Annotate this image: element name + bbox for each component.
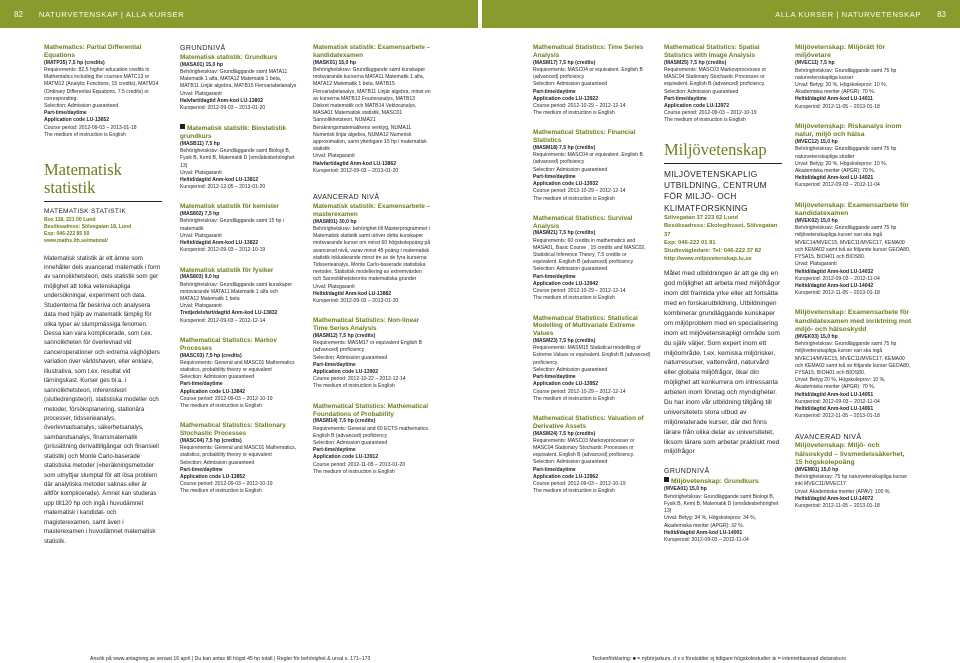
course-block	[795, 442, 913, 510]
course-application-code: Heltid/dagtid Anm-kod LU-14042	[795, 282, 874, 289]
course-code: (MVEA01) 15,0 hp	[664, 486, 707, 493]
course-block	[795, 202, 913, 298]
course-block	[664, 477, 782, 544]
course-period: Kursperiod: 2012-09-03 – 2012-12-14	[180, 317, 266, 324]
course-application-code: Application code LU-13952	[533, 381, 599, 388]
course-period: Course period: 2012-10-22 – 2012-12-14	[313, 376, 406, 383]
course-selection: Selection: Admission guaranteed	[44, 102, 119, 109]
column-4	[533, 44, 651, 496]
course-title: Mathematical Statistics: Financial Statistics	[533, 129, 636, 145]
left-page-header	[0, 0, 478, 28]
course-selection: Selection: Admission guaranteed	[180, 374, 255, 381]
department-intro: Matematisk statistik är ett ämne som innehåller dels avancerad matematik i form av sannolikhetsteori, dels statistik som ger möjlighet att tolka vetenskapliga undersökningar, experiment och data. Studenterna får beskriva och analysera data med hjälp av matematik lämplig för olika typer av slumpmässiga fenomen. Dessa kan vara komplicerade, som t.ex. sannolikheten för överlevnad vid canceroperationer och extrema väghöjders variation över världshaven, eller enklare, illustrativa, som t.ex. resultat vid tärningskast. Kurser ges bl.a. i sannolikhetsteori, inferensteori (slutledningsteori), statistiska modeller och metoder, försöksplanering, stationära processer, tidsserieanalys, överlevnadsanalys, säkerhetsanalys, sambandsanalys, finansmatematik (prissättning derivattillgångar och finansiell statistik) och Monte Carlo-baserade statistiska metoder (»beräkningsmetoder som utnyttjar slumptal för att lösa problem där analytiska metoder saknas eller är alltför komplicerade). Ämnet kan studeras upp till120 hp och ingå i huvudämnet matematisk i kandidat- och magisterexamen, samt även i masterexamen i huvudämnet matematisk statistik.	[44, 254, 161, 545]
course-application-code: Heltid/dagtid Anm-kod LU-13822	[180, 240, 259, 247]
course-selection: Urval: Platsgaranti	[313, 153, 355, 160]
course-application-code: Application code LU-13852	[180, 474, 246, 480]
course-selection: Selection: Admission guaranteed	[533, 81, 608, 88]
course-selection: Urval: Akademiska meriter (APAV): 100 %.	[795, 488, 891, 495]
course-code: (MAS802) 7,5 hp	[180, 211, 220, 218]
department-title: Miljövetenskap	[664, 139, 767, 159]
course-requirements: Behörighetskrav: Grundläggande samt 75 hp miljövetenskapliga kurser vari ska ingå MVEC14/MVEC15, MVEC11/MVEC17, KEMA00 och KEMA02 samt två av följande kurser GEOA80, FYSA15, BIOH01 och BIOS80.	[795, 225, 911, 261]
course-block	[533, 215, 651, 303]
course-period: Course period: 2012-11-05 – 2013-01-20	[313, 461, 406, 468]
course-title: Mathematical Statistics: Markov Processes	[180, 336, 277, 352]
course-requirements: Requirements: General and MASC01 Mathematics statistics, probability theory or equivalent	[180, 359, 295, 373]
course-requirements: Requirements: 82.5 higher education credits in Mathematics including the courses MATC13 or MATM12 (Analytic Functions, 15 credits), MATM14 (Ordinary Differential Equations, 7.5 credits) or corresponding.	[44, 66, 159, 102]
course-block	[533, 44, 651, 117]
course-pace: Part-time/daytime	[44, 110, 87, 117]
course-title: Miljövetenskap: Miljörätt för miljövetare	[795, 44, 886, 60]
course-title: Mathematical Statistics: Valuation of Derivative Assets	[533, 414, 644, 430]
course-selection: Selection: Admission guaranteed	[664, 88, 739, 95]
course-requirements: Requirements: MASM17 or equivalent English B (advanced) proficiency	[313, 340, 423, 354]
course-requirements: Requirements: MASM15 Statistical modelling of Extreme Values or equivalent. English B (advanced) proficiency	[533, 345, 651, 366]
course-title: Matematisk statistik: Biostatistik grundkurs	[180, 125, 287, 141]
course-application-code: Heltid/dagtid Anm-kod LU-13812	[180, 177, 259, 183]
course-selection: Urval: Betyg 20 %, Högskoleprov: 10 %, Akademiska meriter (APGR): 70 %.	[795, 377, 886, 391]
course-period: Kursperiod: 2012-11-05 – 2013-01-18	[795, 103, 880, 110]
left-running-title: NATURVETENSKAP | ALLA KURSER	[38, 9, 185, 19]
course-selection: Urval: Platsgaranti	[180, 90, 222, 97]
course-title: Mathematical Statistics: Time Series Analysis	[533, 44, 644, 59]
right-page-number: 83	[937, 9, 946, 19]
course-requirements: Behörighetskrav: Grundläggande samt Biologi B, Fysik B, Kemi B, Matematik D (områdesbehörighet 13)	[664, 493, 779, 515]
course-application-code: Heltid/dagtid Anm-kod LU-13882	[313, 290, 392, 297]
course-language: The medium of instruction is English	[664, 117, 746, 124]
course-code: (MVEC11) 7,5 hp	[795, 60, 835, 67]
course-code: (MASB11) 7,5 hp	[180, 140, 220, 147]
beginner-course-icon	[180, 124, 185, 129]
visit-address: Besöksadress: Ekologihuset, Sölvegatan 37	[664, 223, 778, 238]
course-period: Kursperiod: 2012-09-03 – 2012-11-04	[795, 398, 880, 405]
course-block	[313, 203, 431, 305]
website-link[interactable]: http://www.miljovetenskap.lu.se	[664, 256, 752, 263]
course-title: Matematisk statistik: Examensarbete – masterexamen	[313, 203, 431, 218]
course-period: Kursperiod: 2012-09-03 – 2012-11-04	[795, 182, 880, 189]
course-requirements: Behörighetskrav: Grundläggande samt 15 hp i matematik	[180, 218, 284, 232]
course-title: Mathematical Statistics: Survival Analysis	[533, 214, 633, 230]
course-code: (MASM12) 7,5 hp (credits)	[313, 332, 376, 339]
title-rule	[664, 163, 782, 164]
course-period: Course period: 2012-09-03 – 2013-01-18	[44, 124, 137, 131]
course-period: Kursperiod: 2012-11-05 – 2013-01-18	[795, 413, 880, 420]
course-code: (MVEM01) 15,0 hp	[795, 466, 839, 473]
course-requirements: Requirements: MASC04 or equivalent. English B (advanced) proficiency	[533, 152, 643, 166]
level-heading: AVANCERAD NIVÅ	[795, 433, 862, 441]
course-requirements: Behörighetskrav: Grundläggande samt 75 hp naturvetenskapliga studier	[795, 146, 897, 160]
course-pace: Part-time/daytime	[180, 466, 223, 473]
phone: Exp: 046-222 85 50	[44, 231, 90, 238]
course-code: (MASM21) 7,5 hp (credits)	[533, 230, 596, 237]
course-requirements: Behörighetskrav: Grundläggande samt Biologi B, Fysik B, Kemi B, Matematik D (områdesbehörighet 13)	[180, 148, 295, 169]
course-code: (MASC04) 7,5 hp (credits)	[180, 437, 242, 444]
course-block	[180, 124, 298, 191]
course-pace: Part-time/daytime	[313, 361, 356, 368]
course-pace: Part-time/daytime	[533, 273, 576, 280]
course-requirements: Requirements: General and MASC01 Mathematics, statistics, probability theory or equivalent	[180, 445, 297, 459]
course-application-code: Halvfart/dagtid Anm-kod LU-13802	[180, 97, 264, 104]
column-2	[180, 44, 298, 496]
course-requirements: Requirements: 60 credits in mathematics and MASA01, Basic Course , 15 credits and MASC02, Statistical Inference Theory, 7.5 credits or equivalent. English B (advanced) proficiency	[533, 237, 646, 266]
course-selection: Selection: Admission guaranteed	[533, 366, 608, 373]
course-block	[44, 44, 162, 139]
course-selection: Urval: Platsgaranti	[313, 283, 355, 290]
beginner-course-icon	[664, 477, 669, 482]
level-heading: AVANCERAD NIVÅ	[313, 194, 380, 202]
course-pace: Part-time/daytime	[533, 173, 576, 180]
course-selection: Urval: Platsgaranti	[795, 261, 837, 268]
course-requirements: Requirements: MASC03 Markovprocesser or MASC04 Stationary Stochastic Processes or equivalent. English B (advanced) proficiency.	[533, 437, 635, 459]
course-application-code: Heltid/dagtid Anm-kod LU-14061	[795, 406, 874, 413]
course-title: Mathematical Statistics: Spatial Statistics with Image Analysis	[664, 44, 760, 59]
course-selection: Selection: Admission guaranteed	[533, 459, 608, 466]
column-3	[313, 44, 431, 476]
course-period: Kursperiod: 2012-09-03 – 2013-01-20	[313, 167, 399, 174]
course-language: The medium of instruction is English	[180, 403, 262, 410]
course-selection: Urval: Platsgaranti	[180, 232, 222, 239]
course-selection: Urval: Platsgaranti	[180, 169, 222, 176]
course-pace: Part-time/daytime	[180, 381, 223, 388]
course-application-code: Application code LU-13652	[44, 117, 110, 124]
course-pace: Part-time/daytime	[533, 374, 576, 381]
course-period: Kursperiod: 2012-12-05 – 2013-01-20	[180, 184, 266, 191]
course-selection: Urval: Betyg: 20 %, Högskoleprov: 10 %, Akademiska meriter (APGR): 70 %.	[795, 160, 888, 175]
department-title: Matematisk statistik	[44, 160, 122, 198]
course-application-code: Application code LU-13902	[313, 369, 379, 376]
course-title: Miljövetenskap: Riskanalys inom natur, miljö och hälsa	[795, 122, 902, 138]
course-block	[795, 309, 913, 420]
course-language: The medium of instruction is English	[180, 488, 262, 495]
course-application-code: Heltid/dagtid Anm-kod LU-14021	[795, 175, 874, 182]
column-5	[664, 44, 782, 544]
course-application-code: Application code LU-13972	[664, 102, 730, 109]
website-link[interactable]: www.maths.lth.se/matstat/	[44, 238, 108, 245]
course-title: Matematisk statistik: Grundkurs	[180, 53, 278, 61]
course-period: Kursperiod: 2012-09-03 – 2013-01-20	[313, 298, 399, 305]
course-code: (MAS803) 9,0 hp	[180, 274, 220, 281]
course-language: The medium of instruction is English	[533, 295, 615, 302]
course-application-code: Application code LU-13962	[533, 473, 599, 480]
course-application-code: Application code LU-13842	[180, 388, 246, 395]
course-period: Course period: 2012-10-29 – 2012-12-14	[533, 188, 626, 195]
course-selection: Selection: Admission guaranteed	[533, 166, 608, 173]
address-line: Sölvegatan 37 223 62 Lund	[664, 215, 739, 222]
course-period: Course period: 2012-09-03 – 2012-10-19	[664, 110, 757, 117]
footer-right: Teckenförklaring: ■ = nybörjarkurs, d v s förutsätter ej tidigare högskolestudier ⊕ = internetbaserad distanskurs	[592, 656, 847, 662]
course-selection: Urval: Betyg: 34 %, Högskoleprov: 34 %, Akademiska meriter (APGR): 32 %.	[664, 515, 757, 529]
course-code: (MASA01) 15,0 hp	[180, 61, 224, 68]
footer-left: Ansök på www.antagning.se senast 16 april | Du kan antas till högst 45 hp totalt | Regler för behörighet & urval s. 171–173	[90, 656, 371, 662]
department-name: MILJÖVETENSKAPLIG UTBILDNING, CENTRUM FÖR MILJÖ- OCH KLIMATFORSKNING	[664, 168, 767, 213]
course-period: Kursperiod: 2012-11-05 – 2013-01-18	[795, 290, 880, 297]
course-application-code: Application code LU-13932	[533, 181, 599, 188]
course-application-code: Heltid/dagtid Anm-kod LU-14072	[795, 495, 874, 502]
course-code: (MVEK02) 15,0 hp	[795, 218, 838, 224]
course-title: Miljövetenskap: Miljö- och hälsoskydd – livsmedelssäkerhet, 15 högskolepoäng	[795, 442, 905, 466]
course-block	[533, 415, 651, 496]
right-page-header	[482, 0, 960, 28]
course-block	[180, 422, 298, 495]
course-selection: Selection: Admission guaranteed	[180, 459, 255, 466]
course-title: Mathematical Statistics: Stationary Stochastic Processes	[180, 422, 286, 438]
course-requirements: Behörighetskrav: Grundläggande samt 75 hp miljövetenskapliga kurser vari ska ingå MVEC14/MVEC15, MVEC11/MVEC17, KEMA00 och KEMA02 samt två av följande kurser GEOA80, FYSA15, BIOH01 och BIOS80.	[795, 341, 911, 376]
course-language: The medium of instruction is English	[313, 468, 395, 475]
course-application-code: Application code LU-13922	[533, 95, 599, 102]
level-heading: GRUNDNIVÅ	[664, 468, 710, 476]
course-language: The medium of instruction is English	[533, 488, 615, 495]
course-selection: Selection: Admission guaranteed	[313, 354, 388, 361]
course-period: Kursperiod: 2012-09-03 – 2012-11-04	[795, 275, 880, 282]
course-code: (MASM14) 7,5 hp (credits)	[313, 418, 376, 425]
course-title: Matematisk statistik för kemister	[180, 203, 280, 211]
course-pace: Part-time/daytime	[533, 88, 576, 95]
course-block	[180, 54, 298, 112]
left-page-number: 82	[14, 9, 23, 19]
course-application-code: Application code LU-13912	[313, 454, 379, 461]
course-code: (MASK01) 15,0 hp	[313, 59, 357, 66]
course-block	[313, 44, 431, 175]
course-selection: Selection: Admission guaranteed	[313, 439, 388, 446]
course-requirements: Behörighetskrav: Grundläggande samt kunskaper motsvarande MATA11 Matematik 1 alfa och MATA12 Matematik 1 beta	[180, 281, 293, 303]
course-language: The medium of instruction is English	[533, 395, 615, 402]
column-1	[44, 44, 162, 546]
course-title: Mathematical Statistics: Non-linear Time Series Analysis	[313, 317, 420, 333]
course-application-code: Halvfart/dagtid Anm-kod LU-13862	[313, 160, 397, 167]
course-period: Kursperiod: 2012-11-05 – 2013-01-18	[795, 503, 880, 509]
course-code: (MASM24) 7,5 hp (credits)	[533, 430, 596, 437]
column-6	[795, 44, 913, 510]
right-running-title: ALLA KURSER | NATURVETENSKAP	[775, 9, 922, 19]
course-code: (MASM01) 30,0 hp	[313, 218, 357, 225]
course-block	[180, 267, 298, 325]
course-period: Course period: 2012-10-29 – 2012-12-14	[533, 388, 626, 395]
course-code: (MASC03) 7,5 hp (credits)	[180, 352, 242, 359]
phone: Exp: 046-222 01 81	[664, 239, 716, 246]
course-title: Matematisk statistik: Examensarbete – kandidatexamen	[313, 44, 431, 59]
course-title: Miljövetenskap: Grundkurs	[664, 477, 782, 486]
course-block	[664, 44, 782, 125]
course-language: The medium of instruction is English	[313, 383, 395, 390]
course-period: Course period: 2012-09-03 – 2012-10-19	[533, 481, 626, 488]
course-period: Course period: 2012-09-03 – 2012-10-19	[180, 481, 273, 488]
course-requirements: Requirements: General and 60 ECTS mathematics. English B (advanced) proficiency	[313, 425, 430, 439]
department-intro: Målet med utbildningen är att ge dig en god möjlighet att arbeta med miljöfrågor inom ditt framtida yrke eller att fortsätta med en forskarutbildning. Utbildningen kombinerar grundläggande kunskaper om miljöproblem med en specialisering inom ett miljövetenskapligt område som du själv väljer. Som expert inom ett miljöområde, t.ex. kemiska miljörisker, naturresurser, vattenvård, naturvård eller globala miljöfrågor, ökar din möjlighet att konkurrera om intressanta arbeten inom företag och myndigheter. Du har inom vår utbildning tillgång till universitetets stora utbud av miljörelaterade kurser, där det finns lärare från olika delar av universitetet, liksom lärare som arbetar praktiskt med miljöfrågor	[664, 270, 781, 456]
course-pace: Part-time/daytime	[664, 95, 707, 102]
course-code: (MVEC12) 15,0 hp	[795, 139, 838, 146]
course-application-code: Heltid/dagtid Anm-kod LU-14001	[664, 529, 743, 536]
course-period: Kursperiod: 2012-09-03 – 2012-10-19	[180, 247, 266, 254]
course-code: (MASM17) 7,5 hp (credits)	[533, 59, 596, 66]
course-title: Mathematical Statistics: Statistical Modelling of Multivariate Extreme Values	[533, 314, 638, 338]
address-line: Box 118, 221 00 Lund	[44, 216, 96, 223]
course-block	[180, 203, 298, 254]
course-application-code: Application code LU-13942	[533, 280, 599, 287]
course-title: Miljövetenskap: Examensarbete för kandidatexamen med inriktning mot miljö- och hälsoskydd	[795, 309, 912, 333]
course-block	[313, 317, 431, 390]
course-title: Mathematical Statistics: Mathematical Foundations of Probability	[313, 402, 429, 418]
advisor-phone: Studievägledare: Tel: 046-222 37 82	[664, 247, 762, 254]
course-period: Kursperiod: 2012-09-03 – 2013-01-20	[180, 105, 266, 112]
course-code: (MVEK03) 15,0 hp	[795, 333, 838, 340]
course-requirements: Behörighetskrav: Grundläggande samt MATA11 Matematik 1 alfa, MATA12 Matematik 1 beta, MATB11 Linjär algebra, MATB15 Flervariabelanalys	[180, 68, 297, 90]
course-code: (MATP35) 7,5 hp (credits)	[44, 59, 105, 66]
course-requirements: Requirements: MASC04 or equivalent. English B (advanced) proficiency	[533, 66, 643, 81]
course-code: (MASM23) 7,5 hp (credits)	[533, 338, 596, 344]
course-title: Matematisk statistik för fysiker	[180, 266, 274, 274]
course-period: Course period: 2012-09-03 – 2012-10-19	[180, 395, 273, 402]
level-heading: GRUNDNIVÅ	[180, 45, 226, 52]
course-pace: Part-time/daytime	[313, 447, 356, 454]
course-pace: Part-time/daytime	[533, 466, 576, 473]
course-title: Mathematics: Partial Differential Equations	[44, 44, 142, 59]
course-requirements: Behörighetskrav: behörighet till Masterprogrammet i Matematisk statistik samt utöver detta kunskaper motsvarande kurser om minst 60 högskolepoäng på avancerad nivå, varav minst 45 poäng i matematisk statistik inkluderande minst tre av de fyra kurserna Tidsserieanalys, Monte Carlo-baserade statistiska metoder, Statistisk modellering av extremvärden och Sannolikhetsteorins matematiska grunder	[313, 225, 431, 283]
course-selection: Urval: Platsgaranti	[180, 303, 222, 310]
course-period: Course period: 2012-10-29 – 2012-12-14	[533, 102, 626, 109]
course-application-code: Heltid/dagtid Anm-kod LU-14032	[795, 268, 874, 275]
course-requirements: Behörighetskrav: Grundläggande samt kunskaper motsvarande kurserna MATA11 Matematik 1 alfa, MATA12 Matematik 1 beta, MATB15 Flervariabelanalys, MATB11 Linjär algebra, minst en av kurserna MATB12 Fourieranalys, MATB13 Diskret matematik och MATB14 Vektoranalys, MASA01 Matematisk statistik, MASC01 Sannolikhetsteori, NUMA21 Beräkningsmatematikens verktyg, NUMA11 Numerisk linjär algebra, NUMA12 Numerisk approximation, samt ytterligare 15 hp i matematisk statistik	[313, 66, 431, 153]
course-selection: Selection: Admission guaranteed	[533, 266, 608, 273]
course-code: (MASM18) 7,5 hp (credits)	[533, 145, 596, 151]
course-block	[533, 315, 651, 403]
course-requirements: Behörighetskrav: Grundläggande samt 75 hp naturvetenskapliga kurser	[795, 67, 897, 81]
course-period: Kursperiod: 2012-09-03 – 2012-11-04	[664, 536, 749, 543]
department-name: MATEMATISK STATISTIK	[44, 208, 127, 216]
course-language: The medium of instruction is English	[533, 110, 615, 117]
course-title: Miljövetenskap: Examensarbete för kandidatexamen	[795, 201, 910, 217]
course-requirements: Behörighetskrav: 75 hp naturvetenskapliga kurser inkl MVEC11/MVEC17	[795, 474, 908, 488]
visit-address: Besöksadress: Sölvegatan 18, Lund	[44, 223, 132, 230]
course-application-code: Heltid/dagtid Anm-kod LU-14051	[795, 391, 874, 398]
course-block	[795, 123, 913, 190]
course-code: (MASM25) 7,5 hp (credits)	[664, 59, 727, 66]
course-block	[313, 403, 431, 476]
course-language: The medium of instruction is English	[44, 131, 126, 138]
course-application-code: Tredjedelsfart/dagtid Anm-kod LU-13832	[180, 310, 278, 317]
course-period: Course period: 2012-10-29 – 2012-12-14	[533, 288, 626, 295]
course-block	[795, 44, 913, 111]
course-block	[533, 129, 651, 202]
course-requirements: Requirements: MASC03 Markovprocesses or MASC04 Stationary Stochastic Processes or equivalent. English B (advanced) proficiency.	[664, 66, 767, 88]
title-rule	[44, 201, 162, 202]
course-block	[180, 337, 298, 410]
course-language: The medium of instruction is English	[533, 195, 615, 202]
course-application-code: Heltid/dagtid Anm-kod LU-14011	[795, 96, 873, 103]
course-selection: Urval: Betyg: 20 %, Högskoleprov: 10 %, Akademiska meriter (APGR): 70 %.	[795, 81, 888, 96]
